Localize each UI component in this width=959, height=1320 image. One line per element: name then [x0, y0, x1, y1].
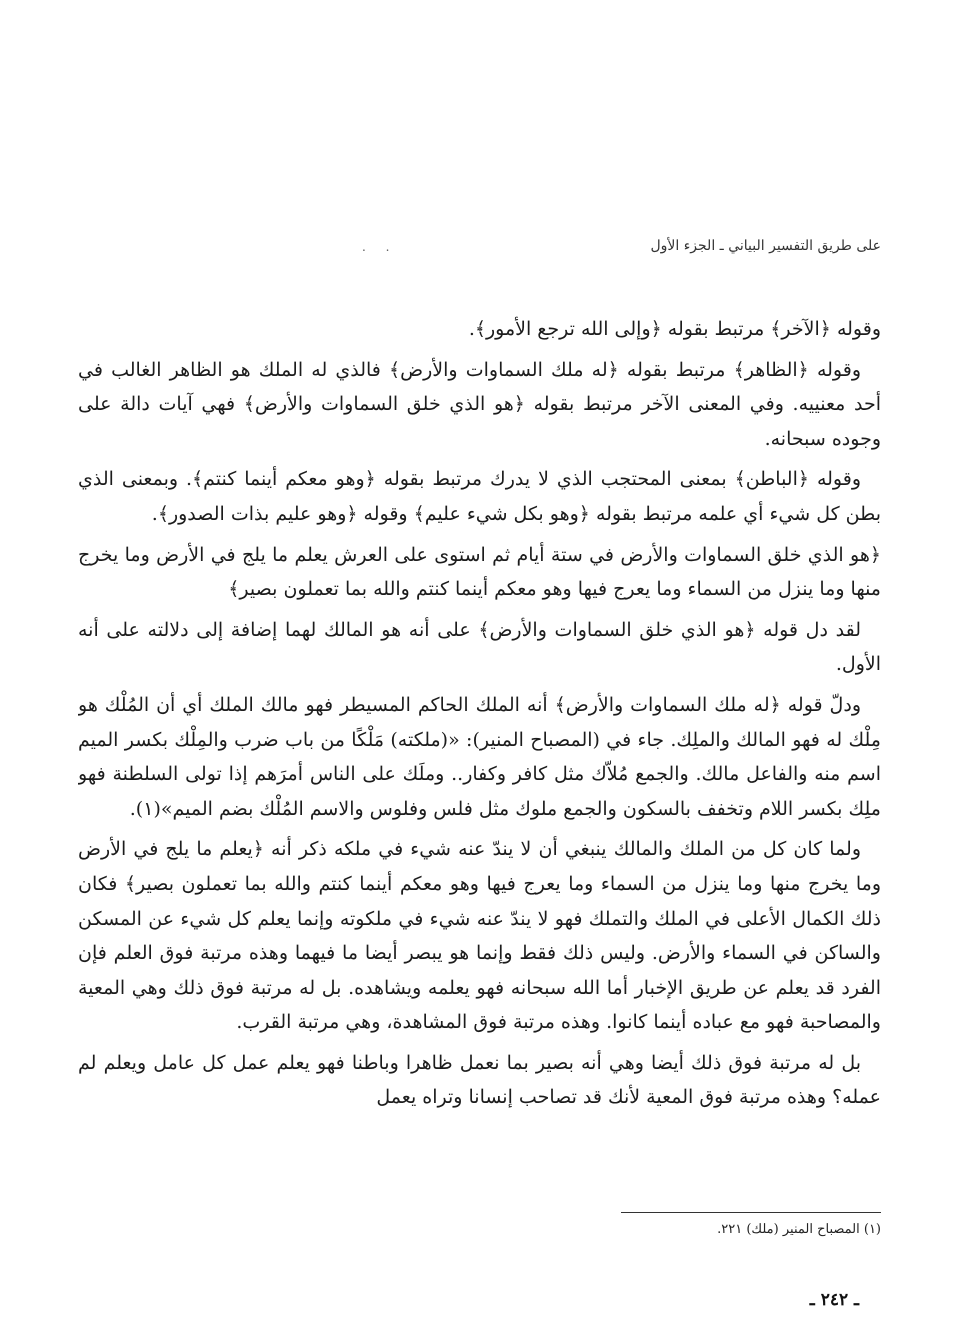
paragraph: لقد دل قوله ﴿هو الذي خلق السماوات والأرض﴾ على أنه هو المالك لهما إضافة إلى دلالته على أنه الأول.: [78, 618, 881, 676]
running-header: على طريق التفسير البياني ـ الجزء الأول: [650, 238, 881, 254]
header-dots: . .: [362, 240, 398, 254]
paragraph: وقوله ﴿الباطن﴾ بمعنى المحتجب الذي لا يدرك مرتبط بقوله ﴿وهو معكم أينما كنتم﴾. وبمعنى الذي بطن كل شيء أي علمه مرتبط بقوله ﴿وهو بكل شيء عليم﴾ وقوله ﴿وهو عليم بذات الصدور﴾.: [78, 468, 881, 525]
paragraph: ولما كان كل من الملك والمالك ينبغي أن لا يندّ عنه شيء في ملكه ذكر أنه ﴿يعلم ما يلج في الأرض وما يخرج منها وما ينزل من السماء وما يعرج فيها وهو معكم أينما كنتم والله بما تعملون بصير﴾ فكان ذلك الكمال الأعلى في الملك والتملك فهو لا يندّ عنه شيء في ملكوته وإنما يعلم كل شيء عن المسكن والساكن في السماء والأرض. وليس ذلك فقط وإنما هو يبصر أيضا ما فيهما وهذه مرتبة فوق العلم فإن الفرد قد يعلم عن طريق الإخبار أما الله سبحانه فهو يعلمه ويشاهده. بل له مرتبة فوق ذلك وهي المعية والمصاحبة فهو مع عباده أينما كانوا. وهذه مرتبة فوق المشاهدة، وهي مرتبة القرب.: [78, 838, 881, 1034]
paragraph: بل له مرتبة فوق ذلك أيضا وهي أنه بصير بما نعمل ظاهرا وباطنا فهو يعلم عمل كل عامل ويعلم لم عمله؟ وهذه مرتبة فوق المعية لأنك قد تصاحب إنسانا وتراه يعمل: [78, 1051, 881, 1109]
footnote-divider: [621, 1212, 881, 1213]
quran-verse-paragraph: ﴿هو الذي خلق السماوات والأرض في ستة أيام ثم استوى على العرش يعلم ما يلج في الأرض وما يخرج منها وما ينزل من السماء وما يعرج فيها وهو معكم أينما كنتم والله بما تعملون بصير﴾: [78, 543, 881, 601]
paragraph: وقوله ﴿الظاهر﴾ مرتبط بقوله ﴿له ملك السماوات والأرض﴾ فالذي له الملك هو الظاهر الغالب في أحد معنييه. وفي المعنى الآخر مرتبط بقوله ﴿هو الذي خلق السماوات والأرض﴾ فهي آيات دالة على وجوده سبحانه.: [78, 358, 881, 450]
page-number: ـ ٢٤٢ ـ: [809, 1290, 859, 1310]
footnote: (١) المصباح المنير (ملك) ٢٢١.: [717, 1222, 881, 1237]
paragraph: وقوله ﴿الآخر﴾ مرتبط بقوله ﴿وإلى الله ترجع الأمور﴾.: [468, 318, 881, 340]
paragraph: ودلّ قوله ﴿له ملك السماوات والأرض﴾ أنه الملك الحاكم المسيطر فهو مالك الملك أي أن المُلْك هو مِلْك له فهو المالك والملِك. جاء في (المصباح المنير): «(ملكته) مَلْكًا من باب ضرب والمِلْك بكسر الميم اسم منه والفاعل مالك. والجمع مُلاّك مثل كافر وكفار.. وملَك على الناس أمرَهم إذا تولى السلطنة فهو ملِك بكسر اللام وتخفف بالسكون والجمع ملوك مثل فلس وفلوس والاسم المُلْك بضم الميم»(١).: [78, 693, 881, 820]
body-text: [78, 312, 881, 1192]
